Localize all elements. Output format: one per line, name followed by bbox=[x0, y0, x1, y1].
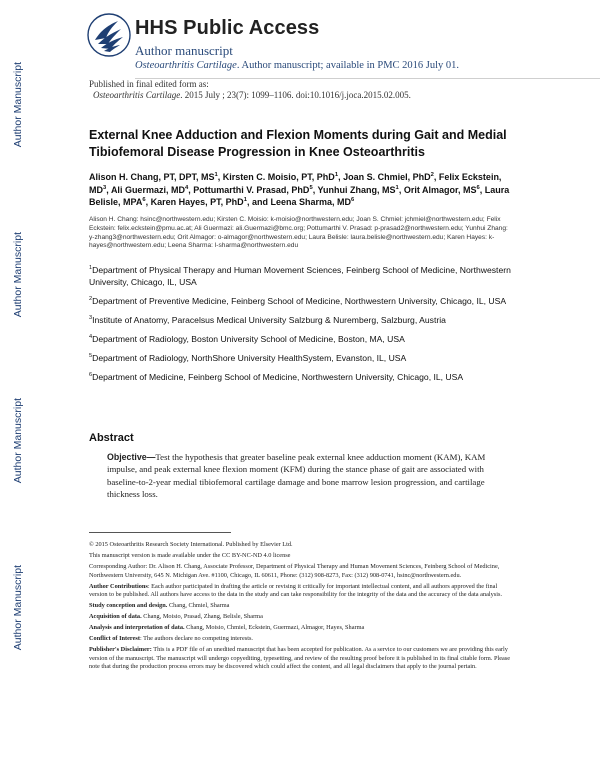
affiliation-list bbox=[89, 264, 521, 390]
publication-citation bbox=[89, 90, 411, 101]
author-affiliation-sup: 1 bbox=[243, 197, 247, 203]
affiliation-text: Department of Medicine, Feinberg School of Medicine, Northwestern University, Chicago, IL, USA bbox=[92, 372, 464, 382]
author-name: Pottumarthi V. Prasad, PhD bbox=[193, 184, 310, 195]
header-citation-text: . Author manuscript; available in PMC 2016 July 01. bbox=[236, 60, 460, 71]
affiliation-text: Department of Radiology, Boston University School of Medicine, Boston, MA, USA bbox=[92, 334, 405, 344]
affiliation-item bbox=[89, 295, 521, 307]
contributions-label: Author Contributions bbox=[89, 582, 148, 590]
author-name: Ali Guermazi, MD bbox=[110, 184, 185, 195]
affiliation-text: Institute of Anatomy, Paracelsus Medical University Salzburg & Nuremberg, Salzburg, Austria bbox=[92, 315, 446, 325]
author-list bbox=[89, 171, 514, 209]
sidebar-author-manuscript-label: Author Manuscript bbox=[12, 62, 24, 148]
publisher-disclaimer-note bbox=[89, 646, 514, 672]
copyright-note: © 2015 Osteoarthritis Research Society International. Published by Elsevier Ltd. bbox=[89, 541, 293, 548]
author-separator: , bbox=[433, 172, 439, 182]
author-separator: , bbox=[398, 184, 404, 195]
acquisition-note bbox=[89, 613, 514, 622]
conception-label: Study conception and design. bbox=[89, 602, 168, 610]
published-in-block bbox=[89, 79, 411, 101]
objective-label: Objective— bbox=[107, 452, 156, 462]
analysis-label: Analysis and interpretation of data. bbox=[89, 624, 185, 632]
study-conception-note bbox=[89, 602, 514, 611]
author-name: Felix Eckstein, MD bbox=[89, 172, 502, 195]
author-separator: , bbox=[312, 184, 318, 195]
analysis-text: Chang, Moisio, Chmiel, Eckstein, Guermazi, Almagor, Hayes, Sharma bbox=[184, 624, 365, 632]
sidebar-author-manuscript-label: Author Manuscript bbox=[12, 565, 24, 651]
author-name: Kirsten C. Moisio, PT, PhD bbox=[222, 172, 335, 182]
author-emails: Alison H. Chang: hsinc@northwestern.edu; Kirsten C. Moisio: k-moisio@northwestern.edu; Joan S. Chmiel: jchmiel@northwestern.edu; Felix Eckstein: felix.eckstein@pmu.ac.at; Ali Guermazi: ali.Guermazi@bmc.org; Pottumarthi V. Prasad: p-prasad2@northwestern.edu; Yunhui Zhang: y-zhang3@northwestern.edu; Orit Almagor: o-almagor@northwestern.edu; Laura Belisle: laura.belisle@northwestern.edu; Karen Hayes: k-hayes@northwestern.edu; Leena Sharma: l-sharma@northwestern.edu bbox=[89, 216, 508, 250]
affiliation-item bbox=[89, 264, 521, 288]
author-separator: , bbox=[479, 184, 485, 195]
acquisition-label: Acquisition of data. bbox=[89, 613, 142, 621]
abstract-objective bbox=[107, 451, 517, 501]
author-manuscript-subtitle: Author manuscript bbox=[135, 43, 233, 58]
affiliation-text: Department of Preventive Medicine, Feinberg School of Medicine, Northwestern University, Chicago, IL, USA bbox=[92, 296, 507, 306]
header bbox=[86, 12, 586, 76]
author-separator: , bbox=[338, 172, 344, 182]
author-separator: , bbox=[145, 197, 151, 207]
license-note: This manuscript version is made available under the CC BY-NC-ND 4.0 license bbox=[89, 551, 291, 559]
affiliation-item bbox=[89, 371, 521, 383]
author-name: Leena Sharma, MD bbox=[270, 197, 351, 207]
author-affiliation-sup: 2 bbox=[430, 172, 434, 178]
author-separator: , bbox=[217, 172, 223, 182]
affiliation-text: Department of Radiology, NorthShore University HealthSystem, Evanston, IL, USA bbox=[92, 353, 407, 363]
corresponding-author-note: Corresponding Author: Dr. Alison H. Chang, Associate Professor, Department of Physical Therapy and Human Movement Sciences, Feinberg School of Medicine, Northwestern University, 645 N. Michigan Ave. #1100, Chicago, IL 60611, Phone: (312) 908-8273, Fax: (312) 908-0741, hsinc@northwestern.edu. bbox=[89, 562, 500, 579]
conflict-note bbox=[89, 635, 514, 644]
conflict-text: : The authors declare no competing interests. bbox=[139, 635, 253, 643]
author-name: Orit Almagor, MS bbox=[403, 184, 477, 195]
author-contributions-note bbox=[89, 583, 514, 600]
hhs-public-access-title: HHS Public Access bbox=[135, 17, 320, 39]
author-affiliation-sup: 6 bbox=[351, 197, 355, 203]
affiliation-number: 2 bbox=[89, 296, 93, 303]
affiliation-text: Department of Physical Therapy and Human Movement Sciences, Feinberg School of Medicine, Northwestern University, Chicago, IL, USA bbox=[89, 265, 511, 287]
abstract-heading: Abstract bbox=[89, 432, 134, 444]
author-affiliation-sup: 5 bbox=[309, 184, 313, 191]
published-in-label: Published in final edited form as: bbox=[89, 79, 209, 89]
affiliation-number: 1 bbox=[89, 265, 93, 272]
affiliation-number: 6 bbox=[89, 372, 93, 379]
affiliation-number: 3 bbox=[89, 315, 93, 322]
header-citation bbox=[135, 60, 459, 71]
header-journal-name: Osteoarthritis Cartilage bbox=[135, 60, 237, 71]
affiliation-number: 4 bbox=[89, 334, 93, 341]
hhs-eagle-logo-icon bbox=[86, 12, 132, 58]
author-separator: , bbox=[188, 184, 194, 195]
conception-text: Chang, Chmiel, Sharma bbox=[167, 602, 230, 610]
paper-title: External Knee Adduction and Flexion Moments during Gait and Medial Tibiofemoral Disease Progression in Knee Osteoarthritis bbox=[89, 128, 507, 159]
author-separator: , bbox=[106, 184, 111, 195]
footnote-divider bbox=[89, 532, 231, 533]
affiliation-number: 5 bbox=[89, 353, 93, 360]
disclaimer-label: Publisher's Disclaimer: bbox=[89, 646, 152, 654]
affiliation-item bbox=[89, 314, 521, 326]
author-affiliation-sup: 4 bbox=[184, 184, 189, 191]
contributions-text: : Each author participated in drafting the article or revising it critically for important intellectual content, and all authors approved the final version to be published. All authors have access to the data in the study and can take responsibility for the integrity of the data and the accuracy of the data analysis. bbox=[89, 582, 503, 599]
acquisition-text: Chang, Moisio, Prasad, Zhang, Belisle, Sharma bbox=[141, 613, 263, 621]
author-affiliation-sup: 6 bbox=[476, 184, 480, 191]
sidebar-author-manuscript-label: Author Manuscript bbox=[12, 232, 24, 318]
author-affiliation-sup: 3 bbox=[103, 184, 107, 191]
publication-details: . 2015 July ; 23(7): 1099–1106. doi:10.1016/j.joca.2015.02.005. bbox=[180, 90, 411, 100]
author-name: Joan S. Chmiel, PhD bbox=[343, 172, 431, 182]
analysis-note bbox=[89, 624, 514, 633]
author-name: Alison H. Chang, PT, DPT, MS bbox=[89, 172, 215, 182]
author-affiliation-sup: 1 bbox=[395, 184, 399, 191]
objective-text: Test the hypothesis that greater baseline peak external knee adduction moment (KAM), KAM impulse, and peak external knee flexion moment (KFM) during the stance phase of gait are associated with baseline-to-2-year medial tibiofemoral cartilage damage and bone marrow lesion progression, and cartilage thickness loss. bbox=[107, 452, 486, 500]
author-name: Laura Belisle, MPA bbox=[89, 184, 510, 207]
footnotes bbox=[89, 541, 514, 674]
author-separator: , and bbox=[246, 197, 271, 207]
author-affiliation-sup: 6 bbox=[142, 197, 146, 203]
author-name: Yunhui Zhang, MS bbox=[317, 184, 396, 195]
sidebar-author-manuscript-label: Author Manuscript bbox=[12, 398, 24, 484]
affiliation-item bbox=[89, 352, 521, 364]
publication-journal: Osteoarthritis Cartilage bbox=[93, 90, 181, 100]
author-name: Karen Hayes, PT, PhD bbox=[150, 197, 244, 207]
conflict-label: Conflict of Interest bbox=[89, 635, 140, 643]
author-affiliation-sup: 1 bbox=[214, 172, 218, 178]
affiliation-item bbox=[89, 333, 521, 345]
author-affiliation-sup: 1 bbox=[334, 172, 339, 178]
disclaimer-text: This is a PDF file of an unedited manuscript that has been accepted for publication. As a service to our customers we are providing this early version of the manuscript. The manuscript will undergo copyediting, typesetting, and review of the resulting proof before it is published in its final citable form. Please note that during the production process errors may be discovered which could affect the content, and all legal disclaimers that apply to the journal pertain. bbox=[89, 646, 511, 671]
